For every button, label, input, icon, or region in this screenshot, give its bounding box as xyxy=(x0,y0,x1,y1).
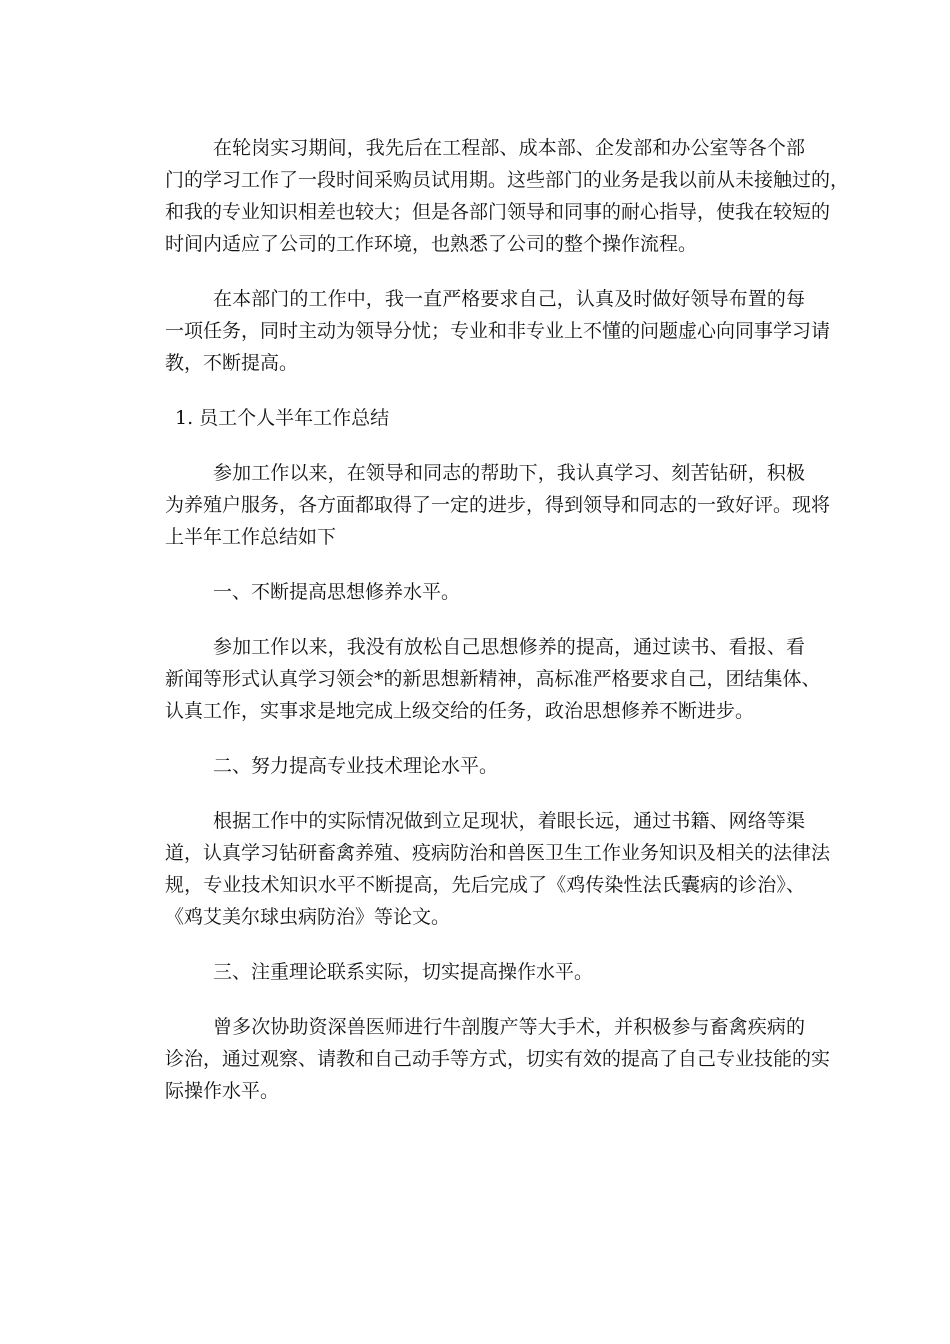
section-heading xyxy=(165,402,805,434)
text-line: 《鸡艾美尔球虫病防治》等论文。 xyxy=(165,906,451,928)
document-body xyxy=(165,132,850,1130)
text-line: 根据工作中的实际情况做到立足现状，着眼长远，通过书籍、网络等渠 xyxy=(213,810,805,832)
paragraph xyxy=(165,132,850,260)
text-line: 三、注重理论联系实际，切实提高操作水平。 xyxy=(213,961,594,983)
text-line: 新闻等形式认真学习领会*的新思想新精神，高标准严格要求自己，团结集体、 xyxy=(165,668,821,690)
text-line: 认真工作，实事求是地完成上级交给的任务，政治思想修养不断进步。 xyxy=(165,700,755,722)
text-line: 为养殖户服务，各方面都取得了一定的进步，得到领导和同志的一致好评。现将 xyxy=(165,494,831,516)
text-line: 诊治，通过观察、请教和自己动手等方式，切实有效的提高了自己专业技能的实 xyxy=(165,1048,831,1070)
text-line: 1. 员工个人半年工作总结 xyxy=(175,407,390,429)
text-line: 曾多次协助资深兽医师进行牛剖腹产等大手术，并积极参与畜禽疾病的 xyxy=(213,1016,805,1038)
text-line: 在轮岗实习期间，我先后在工程部、成本部、企发部和办公室等各个部 xyxy=(213,137,805,159)
paragraph xyxy=(165,1011,831,1107)
text-line: 参加工作以来，我没有放松自己思想修养的提高，通过读书、看报、看 xyxy=(213,636,805,658)
text-line: 规，专业技术知识水平不断提高，先后完成了《鸡传染性法氏囊病的诊治》、 xyxy=(165,874,805,896)
text-line: 上半年工作总结如下 xyxy=(165,526,337,548)
section-heading xyxy=(165,576,805,608)
text-line: 道，认真学习钻研畜禽养殖、疫病防治和兽医卫生工作业务知识及相关的法律法 xyxy=(165,842,831,864)
paragraph xyxy=(165,457,831,553)
paragraph xyxy=(165,283,831,379)
section-heading xyxy=(165,956,805,988)
section-heading xyxy=(165,750,805,782)
text-line: 一、不断提高思想修养水平。 xyxy=(213,581,461,603)
text-line: 门的学习工作了一段时间采购员试用期。这些部门的业务是我以前从未接触过的， xyxy=(165,169,850,191)
text-line: 时间内适应了公司的工作环境，也熟悉了公司的整个操作流程。 xyxy=(165,233,698,255)
paragraph xyxy=(165,805,831,933)
text-line: 和我的专业知识相差也较大；但是各部门领导和同事的耐心指导，使我在较短的 xyxy=(165,201,831,223)
text-line: 际操作水平。 xyxy=(165,1080,280,1102)
text-line: 参加工作以来，在领导和同志的帮助下，我认真学习、刻苦钻研，积极 xyxy=(213,462,805,484)
paragraph xyxy=(165,631,821,727)
text-line: 二、努力提高专业技术理论水平。 xyxy=(213,755,499,777)
text-line: 教，不断提高。 xyxy=(165,352,299,374)
text-line: 一项任务，同时主动为领导分忧；专业和非专业上不懂的问题虚心向同事学习请 xyxy=(165,320,831,342)
text-line: 在本部门的工作中，我一直严格要求自己，认真及时做好领导布置的每 xyxy=(213,288,805,310)
